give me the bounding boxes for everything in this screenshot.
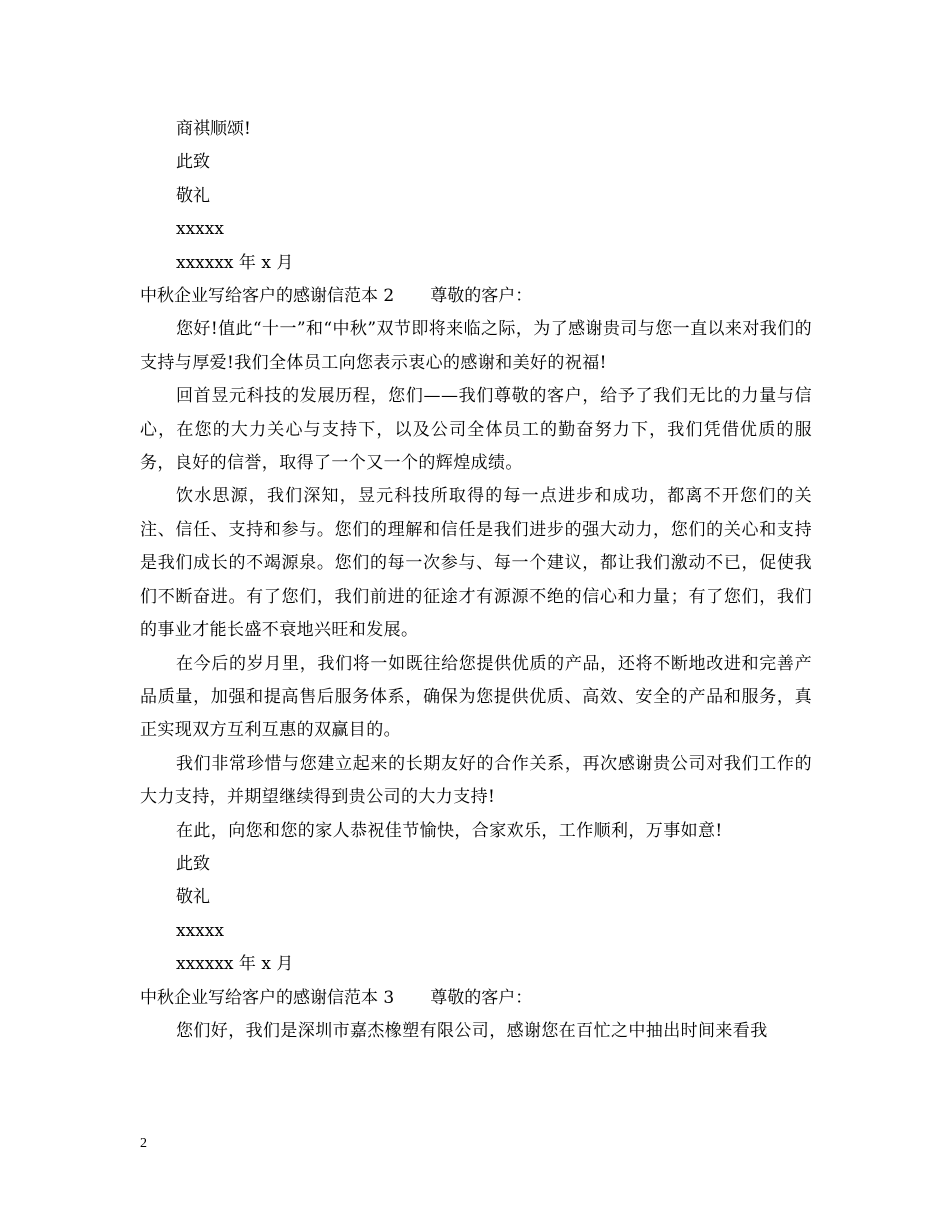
body-paragraph: 我们非常珍惜与您建立起来的长期友好的合作关系，再次感谢贵公司对我们工作的大力支持，并期望继续得到贵公司的大力支持!: [140, 753, 812, 808]
closing-wish: 商祺顺颂!: [176, 119, 251, 139]
body-paragraph: 在此，向您和您的家人恭祝佳节愉快，合家欢乐，工作顺利，万事如意!: [176, 820, 723, 841]
body-paragraph: 您好!值此“十一”和“中秋”双节即将来临之际，为了感谢贵司与您一直以来对我们的支持与厚爱!我们全体员工向您表示衷心的感谢和美好的祝福!: [140, 319, 812, 373]
body-paragraph: 回首昱元科技的发展历程，您们——我们尊敬的客户，给予了我们无比的力量与信心，在您的大力关心与支持下，以及公司全体员工的勤奋努力下，我们凭借优质的服务，良好的信誉，取得了一个又一个的辉煌成绩。: [140, 386, 812, 474]
signature: xxxxx: [176, 219, 224, 240]
body-paragraph: 在今后的岁月里，我们将一如既往给您提供优质的产品，还将不断地改进和完善产品质量，加强和提高售后服务体系，确保为您提供优质、高效、安全的产品和服务，真正实现双方互利互惠的双赢目的。: [140, 653, 812, 741]
salutation-line: 敬礼: [176, 185, 210, 206]
greeting: 尊敬的客户：: [430, 286, 533, 307]
date-line: xxxxxx 年 x 月: [176, 252, 294, 273]
section-heading: [140, 280, 812, 313]
salutation-line: 此致: [176, 152, 210, 173]
body-paragraph: 饮水思源，我们深知，昱元科技所取得的每一点进步和成功，都离不开您们的关注、信任、支持和参与。您们的理解和信任是我们进步的强大动力，您们的关心和支持是我们成长的不竭源泉。您们的每一次参与、每一个建议，都让我们激动不已，促使我们不断奋进。有了您们，我们前进的征途才有源源不绝的信心和力量；有了您们，我们的事业才能长盛不衰地兴旺和发展。: [140, 486, 812, 641]
greeting: 尊敬的客户：: [430, 987, 533, 1008]
section-title: 中秋企业写给客户的感谢信范本 3: [140, 987, 395, 1008]
signature: xxxxx: [176, 920, 224, 941]
date-line: xxxxxx 年 x 月: [176, 954, 294, 975]
section-title: 中秋企业写给客户的感谢信范本 2: [140, 286, 395, 307]
section-heading: [140, 982, 812, 1015]
salutation-line: 敬礼: [176, 887, 210, 908]
salutation-line: 此致: [176, 853, 210, 874]
document-body: [140, 113, 812, 1048]
page-number: 2: [140, 1136, 147, 1151]
body-paragraph: 您们好，我们是深圳市嘉杰橡塑有限公司，感谢您在百忙之中抽出时间来看我: [176, 1020, 768, 1041]
